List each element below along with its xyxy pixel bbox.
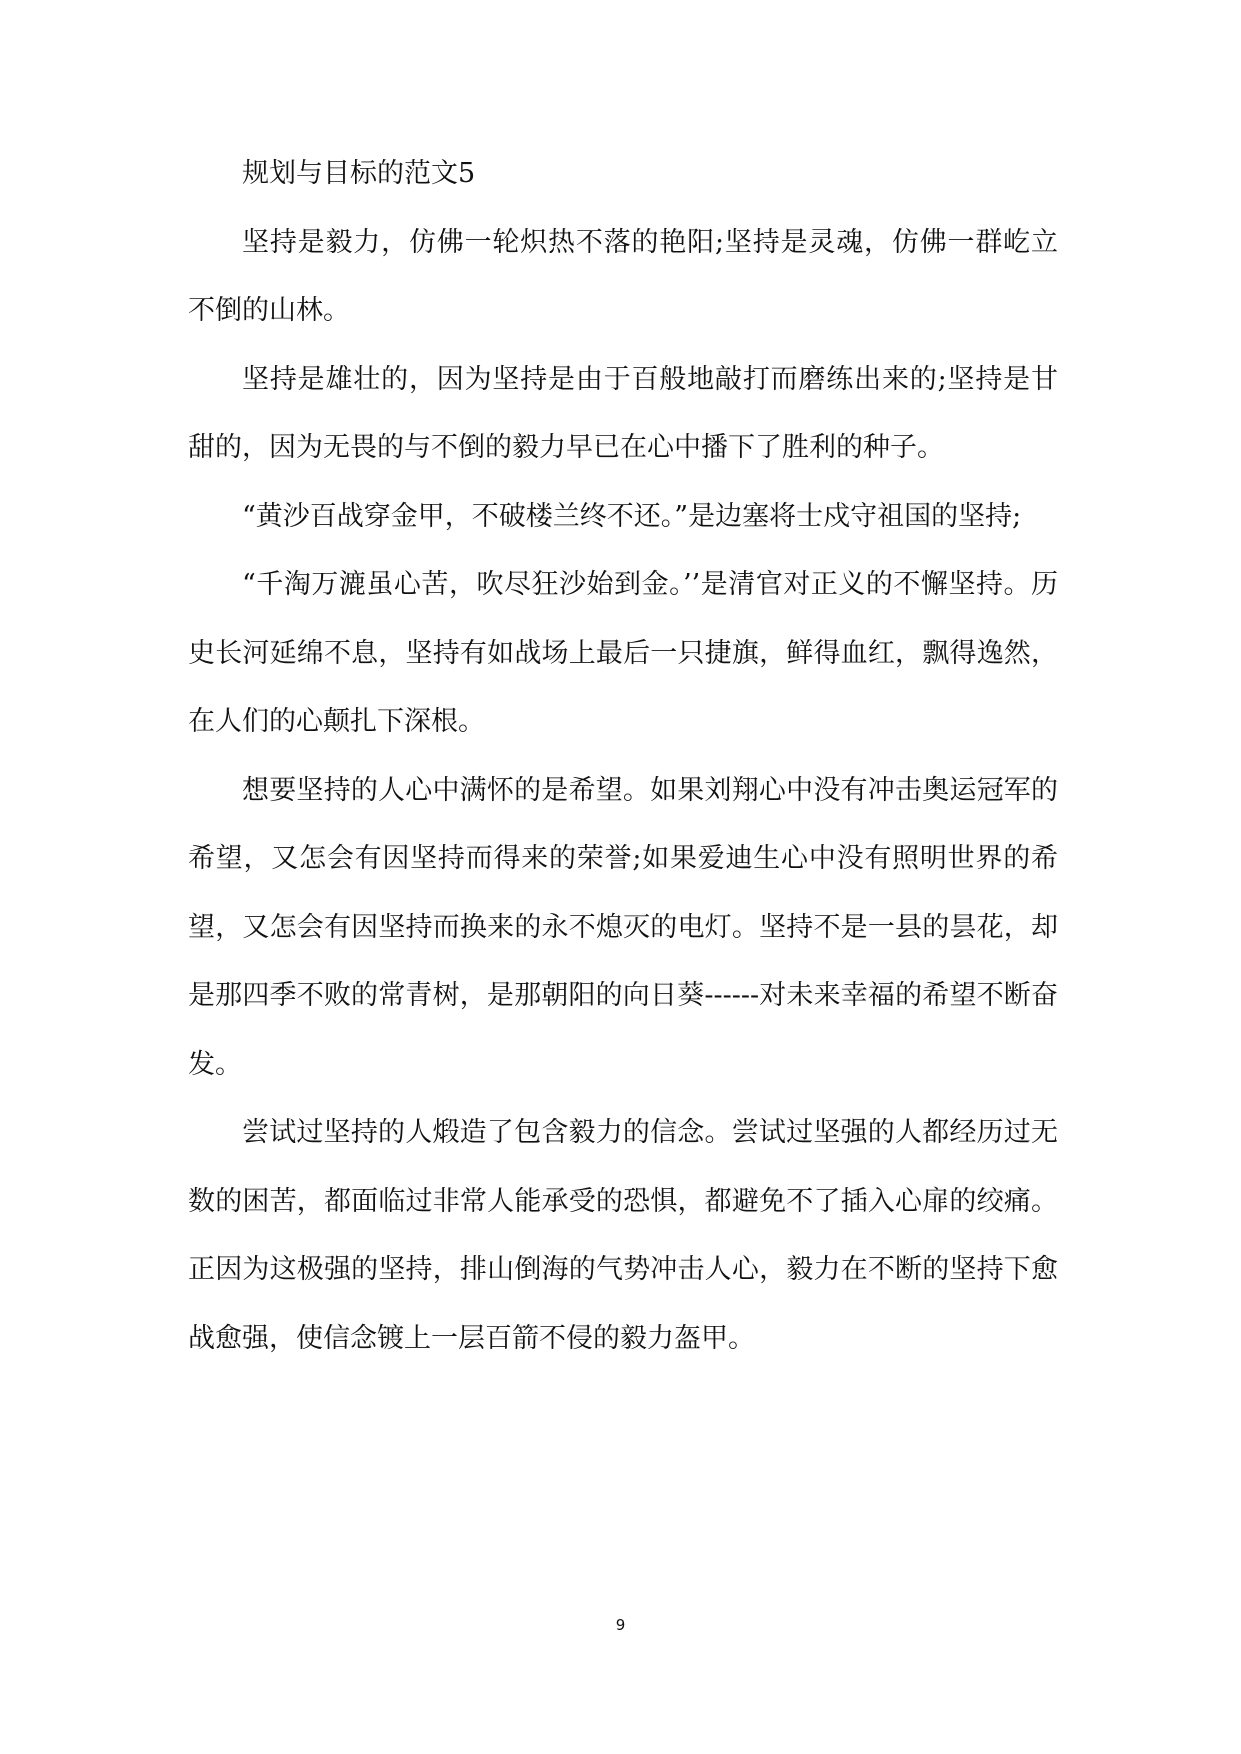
- paragraph: “千淘万漉虽心苦，吹尽狂沙始到金。’’是清官对正义的不懈坚持。历史长河延绵不息，坚持有如战场上最后一只捷旗，鲜得血红，飘得逸然，在人们的心颠扎下深根。: [188, 569, 1058, 737]
- page-number: 9: [615, 1616, 626, 1634]
- paragraph: 坚持是毅力，仿佛一轮炽热不落的艳阳;坚持是灵魂，仿佛一群屹立不倒的山林。: [188, 226, 1058, 326]
- section-heading: 规划与目标的范文5: [242, 158, 476, 189]
- paragraph: 尝试过坚持的人煅造了包含毅力的信念。尝试过坚强的人都经历过无数的困苦，都面临过非常人能承受的恐惧，都避免不了插入心扉的绞痛。正因为这极强的坚持，排山倒海的气势冲击人心，毅力在不断的坚持下愈战愈强，使信念镀上一层百箭不侵的毅力盔甲。: [188, 1117, 1058, 1354]
- paragraph: 想要坚持的人心中满怀的是希望。如果刘翔心中没有冲击奥运冠军的希望，又怎会有因坚持而得来的荣誉;如果爱迪生心中没有照明世界的希望，又怎会有因坚持而换来的永不熄灭的电灯。坚持不是一县的昙花，却是那四季不败的常青树，是那朝阳的向日葵------对未来幸福的希望不断奋发。: [188, 774, 1058, 1080]
- paragraph: 坚持是雄壮的，因为坚持是由于百般地敲打而磨练出来的;坚持是甘甜的，因为无畏的与不倒的毅力早已在心中播下了胜利的种子。: [188, 363, 1058, 463]
- paragraph: “黄沙百战穿金甲，不破楼兰终不还。”是边塞将士戍守祖国的坚持;: [242, 500, 1022, 532]
- document-body: [188, 140, 1058, 1373]
